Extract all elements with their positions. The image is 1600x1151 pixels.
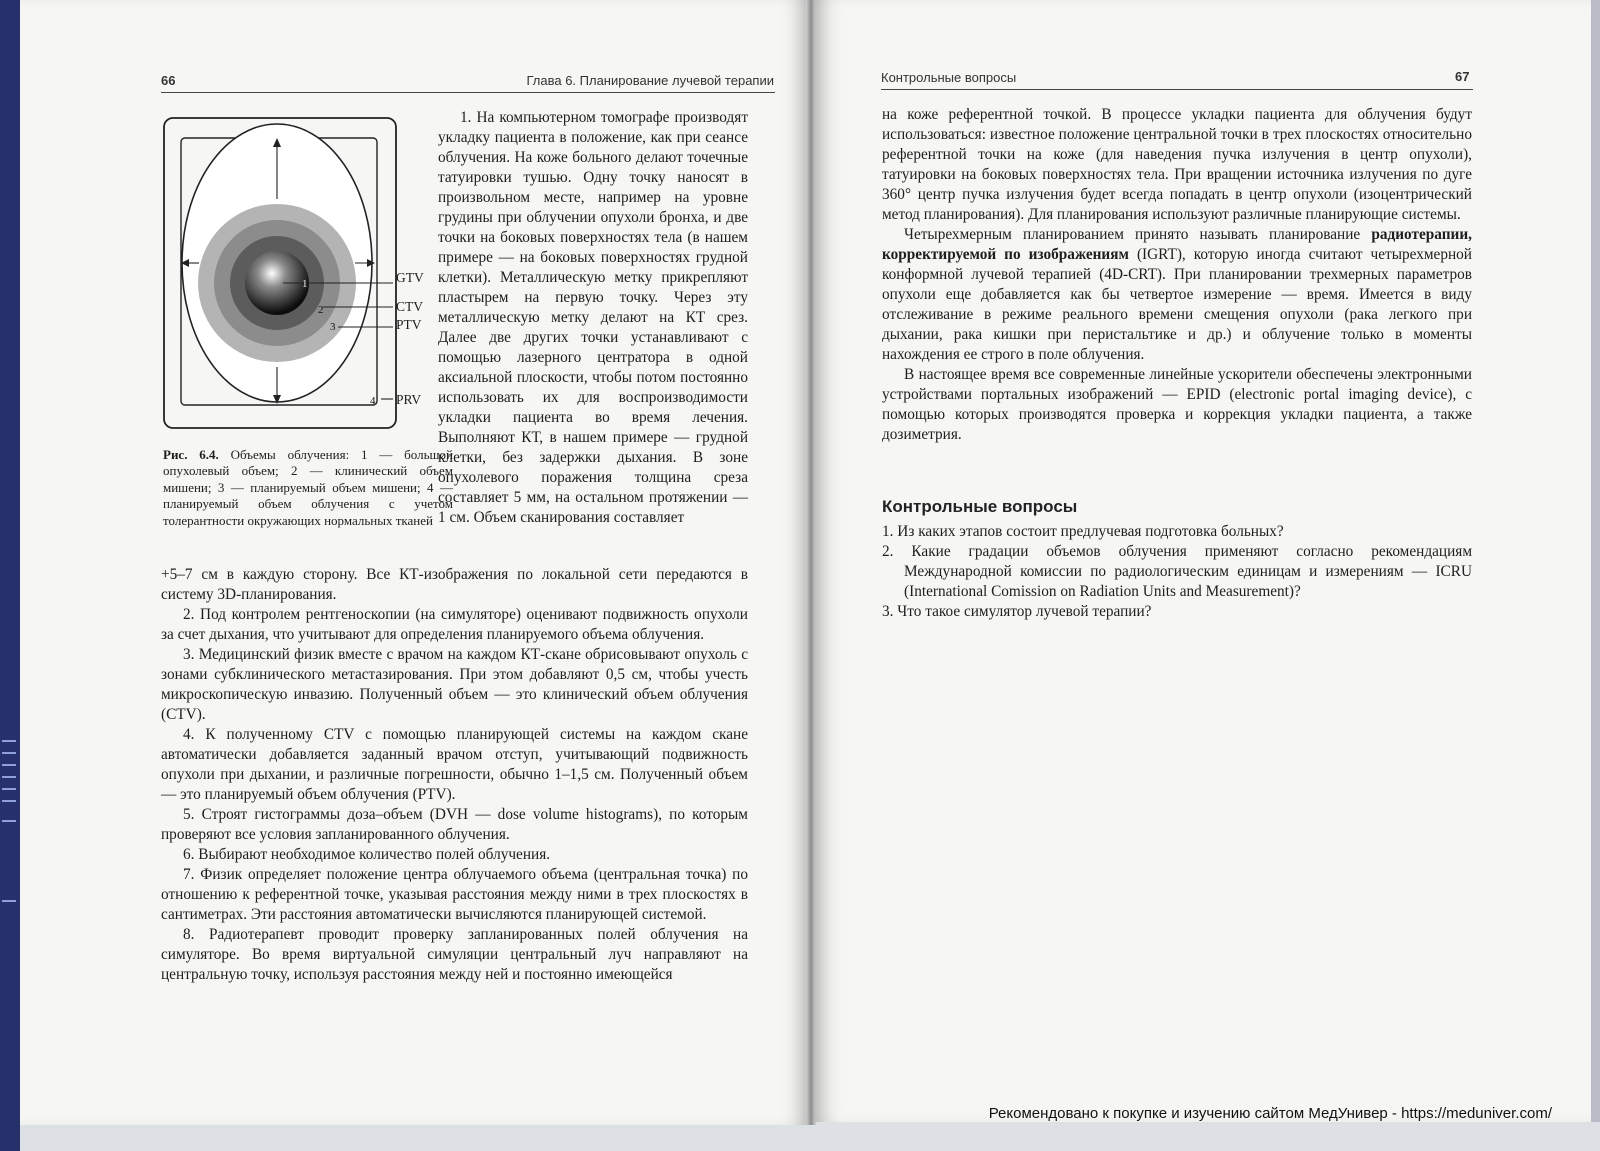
main-column-left: [161, 565, 748, 985]
radiation-volumes-figure: [163, 117, 422, 431]
label-1: 1: [302, 278, 308, 290]
caption-text: Объемы облучения: 1 — большой опухолевый объем; 2 — клинический объем мишени; 3 — планируемый объем мишени; 4 — планируемый объем облучения с учетом толерантности окружающих нормальных тканей: [163, 447, 453, 528]
section-heading: Контрольные вопросы: [882, 497, 1078, 516]
header-rule-right: [881, 89, 1473, 90]
paragraph-epid: В настоящее время все современные линейные ускорители обеспечены электронными устройствами портальных изображений — EPID (electronic portal imaging device), с помощью которых производятся проверка и коррекция укладки пациента, а также дозиметрия.: [882, 366, 1472, 443]
watermark-link[interactable]: Рекомендовано к покупке и изучению сайтом МедУнивер - https://meduniver.com/: [988, 1105, 1552, 1122]
paragraph-2: 2. Под контролем рентгеноскопии (на симуляторе) оценивают подвижность опухоли за счет дыхания, что учитывают для определения планируемого объема облучения.: [161, 606, 748, 643]
paragraph-1: 1. На компьютерном томографе производят укладку пациента в положение, как при сеансе облучения. На коже больного делают точечные татуировки тушью. Одну точку наносят в произвольном месте, например на уровне грудины при облучении опухоли бронха, и две точки на боковых поверхностях тела (в нашем примере — на боковых поверхностях грудной клетки). Металлическую метку прикрепляют пластырем на первую точку. Через эту металлическую метку делают на КТ срез. Далее две других точки устанавливают с помощью лазерного центратора в одной аксиальной плоскости, чтобы потом постоянно использовать их для воспроизводимости укладки пациента во время лечения. Выполняют КТ, в нашем примере — грудной клетки, без задержки дыхания. В зоне опухолевого поражения толщина среза составляет 5 мм, на остальном протяжении — 1 см. Объем сканирования составляет: [438, 109, 748, 526]
figure-caption: [163, 447, 453, 529]
prv-label: PRV: [396, 392, 422, 407]
list-item: 2. Какие градации объемов облучения применяют согласно рекомендациям Международной комиссии по радиологическим единицам и измерениям — ICRU (International Comission on Radiation Units and Measurement)?: [882, 543, 1472, 600]
label-3: 3: [330, 321, 336, 333]
paragraph-4d-planning: Четырехмерным планированием принято называть планирование радиотерапии, корректируемой по изображениям (IGRT), которую иногда считают четырехмерной конформной лучевой терапией (4D-CRT). При планировании трехмерных параметров опухоли еще добавляется как бы четвертое измерение — время. Имеется в виду отслеживание в режиме реального времени смещения опухоли (рака легкого при дыхании, рака кишки при перистальтике и др.) и облучение только в моменты нахождения ее строго в поле облучения.: [882, 226, 1472, 363]
main-column-right: [882, 105, 1472, 445]
paragraph-continuation: на коже референтной точкой. В процессе укладки пациента для облучения будут использоваться: известное положение центральной точки в трех плоскостях относительно референтной точки на коже (для наведения пучка излучения в центр опухоли), татуировки на боковых поверхностях тела. При вращении источника излучения по дуге 360° центр пучка излучения будет всегда попадать в центр опухоли (изоцентрический метод планирования). Для планирования используют различные планирующие системы.: [882, 106, 1472, 223]
side-column: [438, 108, 748, 528]
book-cover-edge: [0, 0, 20, 1151]
running-head-left: Глава 6. Планирование лучевой терапии: [526, 73, 774, 88]
paragraph-7: 7. Физик определяет положение центра облучаемого объема (центральная точка) по отношению к референтной точке, указывая расстояния между ними в трех плоскостях в сантиметрах. Эти расстояния автоматически вычисляются планирующей системой.: [161, 866, 748, 923]
label-2: 2: [318, 304, 324, 316]
header-rule: [161, 92, 775, 93]
list-item: 1. Из каких этапов состоит предлучевая подготовка больных?: [882, 523, 1284, 540]
questions-list: [882, 522, 1472, 622]
page-number-right: 67: [1455, 69, 1470, 84]
paragraph-1-continuation: +5–7 см в каждую сторону. Все КТ-изображения по локальной сети передаются в систему 3D-планирования.: [161, 566, 748, 603]
ctv-label: CTV: [396, 299, 423, 314]
scan-bottom-edge: [20, 1122, 1600, 1151]
paragraph-8: 8. Радиотерапевт проводит проверку запланированных полей облучения на симуляторе. Во время виртуальной симуляции центральный луч направляют на центральную точку, используя расстояния между ней и постоянно имеющейся: [161, 926, 748, 983]
caption-label: Рис. 6.4.: [163, 447, 219, 462]
paragraph-4: 4. К полученному CTV с помощью планирующей системы на каждом скане автоматически добавляется заданный врачом отступ, учитывающий подвижность опухоли при дыхании, и различные погрешности, обычно 1–1,5 см. Полученный объем — это планируемый объем облучения (PTV).: [161, 726, 748, 803]
list-item: 3. Что такое симулятор лучевой терапии?: [882, 603, 1152, 620]
ptv-label: PTV: [396, 317, 422, 332]
paragraph-3: 3. Медицинский физик вместе с врачом на каждом КТ-скане обрисовывают опухоль с зонами субклинического метастазирования. При этом добавляют 0,5 см, чтобы учесть микроскопическую инвазию. Полученный объем — это клинический объем облучения (CTV).: [161, 646, 748, 723]
gtv-label: GTV: [396, 270, 424, 285]
left-page: [20, 0, 808, 1125]
paragraph-6: 6. Выбирают необходимое количество полей облучения.: [183, 846, 551, 863]
paragraph-5: 5. Строят гистограммы доза–объем (DVH — dose volume histograms), по которым проверяют все условия запланированного облучения.: [161, 806, 748, 843]
running-head-right: Контрольные вопросы: [881, 70, 1017, 85]
page-number-left: 66: [161, 73, 176, 88]
label-4: 4: [370, 395, 376, 407]
right-page: [815, 0, 1591, 1122]
